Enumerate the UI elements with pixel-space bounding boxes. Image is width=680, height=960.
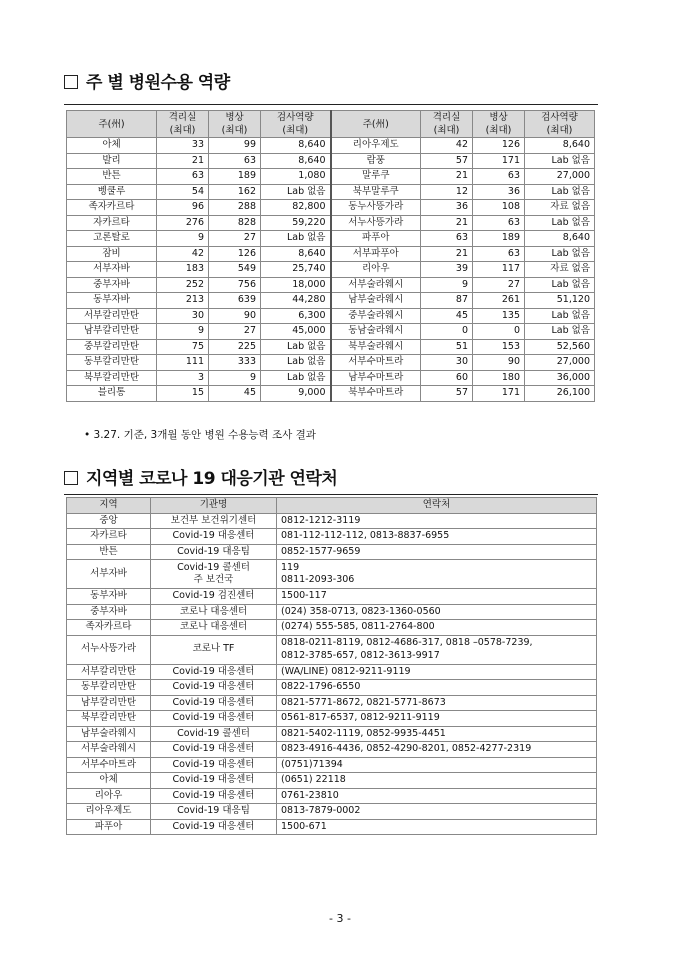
value-cell: Lab 없음 — [525, 308, 595, 324]
value-cell: Lab 없음 — [525, 324, 595, 340]
value-cell: 90 — [209, 308, 261, 324]
value-cell: 126 — [209, 246, 261, 262]
table-row — [67, 184, 595, 200]
table-row — [67, 804, 597, 820]
table-row — [67, 544, 597, 560]
contact-cell: 0761-23810 — [277, 788, 597, 804]
value-cell: 21 — [157, 153, 209, 169]
value-cell: 153 — [473, 339, 525, 355]
table-row — [67, 153, 595, 169]
value-cell: 15 — [157, 386, 209, 402]
province-cell: 남부수마트라 — [331, 370, 421, 386]
value-cell: 21 — [421, 215, 473, 231]
page-number: - 3 - — [329, 912, 351, 925]
value-cell: 63 — [473, 169, 525, 185]
section1-rule — [64, 104, 598, 105]
province-cell: 서부수마트라 — [331, 355, 421, 371]
region-cell: 리아우제도 — [67, 804, 151, 820]
contact-cell: 119 0811-2093-306 — [277, 560, 597, 589]
province-cell: 벵쿨루 — [67, 184, 157, 200]
province-cell: 중부술라웨시 — [331, 308, 421, 324]
table-row — [67, 262, 595, 278]
contact-cell: (0751)71394 — [277, 757, 597, 773]
value-cell: 42 — [421, 138, 473, 154]
value-cell: 33 — [157, 138, 209, 154]
value-cell: 333 — [209, 355, 261, 371]
value-cell: Lab 없음 — [525, 184, 595, 200]
column-header: 검사역량 (최대) — [261, 111, 331, 138]
value-cell: 171 — [473, 153, 525, 169]
contact-cell: (WA/LINE) 0812-9211-9119 — [277, 664, 597, 680]
table-row — [67, 560, 597, 589]
table-row — [67, 277, 595, 293]
value-cell: 111 — [157, 355, 209, 371]
value-cell: 36,000 — [525, 370, 595, 386]
table-row — [67, 324, 595, 340]
value-cell: 3 — [157, 370, 209, 386]
agency-cell: Covid-19 대응센터 — [151, 711, 277, 727]
value-cell: 213 — [157, 293, 209, 309]
value-cell: 27 — [209, 231, 261, 247]
value-cell: 57 — [421, 153, 473, 169]
section1-title: 주 별 병원수용 역량 — [86, 73, 230, 93]
contact-cell: (024) 358-0713, 0823-1360-0560 — [277, 604, 597, 620]
column-header: 격리실 (최대) — [421, 111, 473, 138]
value-cell: 0 — [421, 324, 473, 340]
province-cell: 서누사뜽가라 — [331, 215, 421, 231]
agency-cell: Covid-19 대응센터 — [151, 680, 277, 696]
region-cell: 북부칼리만탄 — [67, 711, 151, 727]
table-row — [67, 355, 595, 371]
value-cell: 183 — [157, 262, 209, 278]
province-cell: 리아우제도 — [331, 138, 421, 154]
province-cell: 북부수마트라 — [331, 386, 421, 402]
contact-cell: 0822-1796-6550 — [277, 680, 597, 696]
province-cell: 동남술라웨시 — [331, 324, 421, 340]
value-cell: 9 — [157, 324, 209, 340]
value-cell: 60 — [421, 370, 473, 386]
value-cell: 57 — [421, 386, 473, 402]
value-cell: Lab 없음 — [525, 215, 595, 231]
value-cell: 27 — [473, 277, 525, 293]
table-row — [67, 246, 595, 262]
value-cell: 21 — [421, 169, 473, 185]
contact-cell: 0852-1577-9659 — [277, 544, 597, 560]
table-row — [67, 215, 595, 231]
table-row — [67, 339, 595, 355]
value-cell: 45 — [421, 308, 473, 324]
contact-cell: 081-112-112-112, 0813-8837-6955 — [277, 529, 597, 545]
agency-cell: 보건부 보건위기센터 — [151, 513, 277, 529]
column-header: 연락처 — [277, 498, 597, 514]
value-cell: 225 — [209, 339, 261, 355]
province-cell: 람풍 — [331, 153, 421, 169]
value-cell: 52,560 — [525, 339, 595, 355]
value-cell: 44,280 — [261, 293, 331, 309]
value-cell: 63 — [473, 215, 525, 231]
value-cell: 51,120 — [525, 293, 595, 309]
agency-cell: Covid-19 대응센터 — [151, 819, 277, 835]
province-cell: 북부말루쿠 — [331, 184, 421, 200]
province-cell: 아체 — [67, 138, 157, 154]
contact-cell: 0821-5402-1119, 0852-9935-4451 — [277, 726, 597, 742]
province-cell: 족자카르타 — [67, 200, 157, 216]
table-row — [67, 169, 595, 185]
value-cell: 27 — [209, 324, 261, 340]
region-cell: 족자카르타 — [67, 620, 151, 636]
value-cell: 189 — [473, 231, 525, 247]
region-cell: 서부술라웨시 — [67, 742, 151, 758]
value-cell: 18,000 — [261, 277, 331, 293]
region-cell: 반튼 — [67, 544, 151, 560]
province-cell: 서부자바 — [67, 262, 157, 278]
column-header: 격리실 (최대) — [157, 111, 209, 138]
section1-heading — [64, 68, 230, 93]
agency-cell: 코로나 대응센터 — [151, 604, 277, 620]
column-header: 검사역량 (최대) — [525, 111, 595, 138]
value-cell: 87 — [421, 293, 473, 309]
value-cell: 9 — [421, 277, 473, 293]
agency-cell: Covid-19 대응팀 — [151, 544, 277, 560]
region-cell: 리아우 — [67, 788, 151, 804]
region-cell: 서부칼리만탄 — [67, 664, 151, 680]
value-cell: 27,000 — [525, 355, 595, 371]
agency-cell: Covid-19 대응센터 — [151, 742, 277, 758]
region-cell: 남부술라웨시 — [67, 726, 151, 742]
value-cell: 82,800 — [261, 200, 331, 216]
table-row — [67, 293, 595, 309]
value-cell: 9,000 — [261, 386, 331, 402]
value-cell: 8,640 — [261, 246, 331, 262]
value-cell: 9 — [209, 370, 261, 386]
table-row — [67, 711, 597, 727]
value-cell: 8,640 — [525, 138, 595, 154]
value-cell: 189 — [209, 169, 261, 185]
contact-cell: (0274) 555-585, 0811-2764-800 — [277, 620, 597, 636]
table-row — [67, 757, 597, 773]
province-cell: 자카르타 — [67, 215, 157, 231]
contact-cell: 1500-671 — [277, 819, 597, 835]
value-cell: Lab 없음 — [525, 153, 595, 169]
value-cell: 30 — [157, 308, 209, 324]
table-row — [67, 370, 595, 386]
contact-cell: 0818-0211-8119, 0812-4686-317, 0818 –0578-7239, 0812-3785-657, 0812-3613-9917 — [277, 635, 597, 664]
value-cell: 63 — [209, 153, 261, 169]
value-cell: 549 — [209, 262, 261, 278]
table-row — [67, 635, 597, 664]
table-row — [67, 513, 597, 529]
province-cell: 남부칼리만탄 — [67, 324, 157, 340]
table-row — [67, 138, 595, 154]
region-cell: 파푸아 — [67, 819, 151, 835]
region-cell: 서부수마트라 — [67, 757, 151, 773]
province-cell: 남부술라웨시 — [331, 293, 421, 309]
table-row — [67, 726, 597, 742]
value-cell: 108 — [473, 200, 525, 216]
region-cell: 동부자바 — [67, 589, 151, 605]
value-cell: 96 — [157, 200, 209, 216]
agency-cell: Covid-19 콜센터 — [151, 726, 277, 742]
region-cell: 서부자바 — [67, 560, 151, 589]
value-cell: 288 — [209, 200, 261, 216]
province-cell: 중부자바 — [67, 277, 157, 293]
value-cell: 63 — [473, 246, 525, 262]
agency-cell: Covid-19 대응센터 — [151, 664, 277, 680]
value-cell: Lab 없음 — [525, 277, 595, 293]
table-row — [67, 664, 597, 680]
column-header: 병상 (최대) — [473, 111, 525, 138]
contact-cell: 0813-7879-0002 — [277, 804, 597, 820]
value-cell: 828 — [209, 215, 261, 231]
value-cell: 75 — [157, 339, 209, 355]
value-cell: 276 — [157, 215, 209, 231]
value-cell: 126 — [473, 138, 525, 154]
region-cell: 남부칼리만탄 — [67, 695, 151, 711]
agency-cell: Covid-19 대응센터 — [151, 757, 277, 773]
agency-cell: Covid-19 대응센터 — [151, 529, 277, 545]
province-cell: 리아우 — [331, 262, 421, 278]
value-cell: 36 — [473, 184, 525, 200]
value-cell: 45,000 — [261, 324, 331, 340]
value-cell: 0 — [473, 324, 525, 340]
value-cell: 27,000 — [525, 169, 595, 185]
value-cell: 1,080 — [261, 169, 331, 185]
province-cell: 말루쿠 — [331, 169, 421, 185]
column-header: 기관명 — [151, 498, 277, 514]
value-cell: 51 — [421, 339, 473, 355]
value-cell: Lab 없음 — [261, 339, 331, 355]
value-cell: 180 — [473, 370, 525, 386]
agency-cell: 코로나 대응센터 — [151, 620, 277, 636]
agency-cell: Covid-19 검진센터 — [151, 589, 277, 605]
value-cell: 30 — [421, 355, 473, 371]
section2-heading — [64, 464, 337, 489]
province-cell: 북부술라웨시 — [331, 339, 421, 355]
region-cell: 중부자바 — [67, 604, 151, 620]
value-cell: 8,640 — [261, 138, 331, 154]
value-cell: 12 — [421, 184, 473, 200]
region-cell: 동부칼리만탄 — [67, 680, 151, 696]
value-cell: 6,300 — [261, 308, 331, 324]
province-cell: 잠비 — [67, 246, 157, 262]
agency-cell: 코로나 TF — [151, 635, 277, 664]
column-header: 주(州) — [67, 111, 157, 138]
province-cell: 블리통 — [67, 386, 157, 402]
value-cell: 8,640 — [261, 153, 331, 169]
checkbox-square-icon — [64, 75, 78, 89]
table-row — [67, 680, 597, 696]
value-cell: Lab 없음 — [261, 355, 331, 371]
value-cell: 21 — [421, 246, 473, 262]
table-header-row — [67, 111, 595, 138]
section2-title: 지역별 코로나 19 대응기관 연락처 — [86, 469, 338, 489]
value-cell: 8,640 — [525, 231, 595, 247]
province-cell: 고론탈로 — [67, 231, 157, 247]
hospital-capacity-table — [66, 110, 595, 402]
table-row — [67, 742, 597, 758]
value-cell: 54 — [157, 184, 209, 200]
contact-table — [66, 497, 597, 835]
value-cell: Lab 없음 — [525, 246, 595, 262]
agency-cell: Covid-19 대응센터 — [151, 695, 277, 711]
province-cell: 서부칼리만탄 — [67, 308, 157, 324]
table-row — [67, 529, 597, 545]
province-cell: 파푸아 — [331, 231, 421, 247]
table-row — [67, 200, 595, 216]
column-header: 병상 (최대) — [209, 111, 261, 138]
value-cell: 25,740 — [261, 262, 331, 278]
section2-rule — [64, 494, 598, 495]
value-cell: 42 — [157, 246, 209, 262]
table-row — [67, 773, 597, 789]
table-row — [67, 620, 597, 636]
province-cell: 북부칼리만탄 — [67, 370, 157, 386]
contact-cell: 0561-817-6537, 0812-9211-9119 — [277, 711, 597, 727]
province-cell: 동부자바 — [67, 293, 157, 309]
contact-cell: 0823-4916-4436, 0852-4290-8201, 0852-4277-2319 — [277, 742, 597, 758]
province-cell: 서부파푸아 — [331, 246, 421, 262]
value-cell: 135 — [473, 308, 525, 324]
value-cell: 자료 없음 — [525, 262, 595, 278]
value-cell: Lab 없음 — [261, 370, 331, 386]
value-cell: 63 — [421, 231, 473, 247]
table-header-row — [67, 498, 597, 514]
column-header: 주(州) — [331, 111, 421, 138]
value-cell: 99 — [209, 138, 261, 154]
value-cell: Lab 없음 — [261, 231, 331, 247]
agency-cell: Covid-19 대응센터 — [151, 773, 277, 789]
region-cell: 아체 — [67, 773, 151, 789]
contact-cell: 0821-5771-8672, 0821-5771-8673 — [277, 695, 597, 711]
table-row — [67, 819, 597, 835]
region-cell: 중앙 — [67, 513, 151, 529]
province-cell: 서부술라웨시 — [331, 277, 421, 293]
value-cell: 261 — [473, 293, 525, 309]
region-cell: 서누사뜽가라 — [67, 635, 151, 664]
table-row — [67, 589, 597, 605]
value-cell: Lab 없음 — [261, 184, 331, 200]
survey-note: • 3.27. 기준, 3개월 동안 병원 수용능력 조사 결과 — [84, 429, 316, 441]
province-cell: 동부칼리만탄 — [67, 355, 157, 371]
value-cell: 117 — [473, 262, 525, 278]
value-cell: 59,220 — [261, 215, 331, 231]
contact-cell: (0651) 22118 — [277, 773, 597, 789]
value-cell: 90 — [473, 355, 525, 371]
value-cell: 63 — [157, 169, 209, 185]
value-cell: 39 — [421, 262, 473, 278]
checkbox-square-icon — [64, 471, 78, 485]
value-cell: 36 — [421, 200, 473, 216]
value-cell: 45 — [209, 386, 261, 402]
value-cell: 639 — [209, 293, 261, 309]
contact-cell: 0812-1212-3119 — [277, 513, 597, 529]
value-cell: 9 — [157, 231, 209, 247]
table-row — [67, 308, 595, 324]
province-cell: 동누사뜽가라 — [331, 200, 421, 216]
agency-cell: Covid-19 대응팀 — [151, 804, 277, 820]
value-cell: 252 — [157, 277, 209, 293]
province-cell: 중부칼리만탄 — [67, 339, 157, 355]
table-row — [67, 386, 595, 402]
column-header: 지역 — [67, 498, 151, 514]
agency-cell: Covid-19 콜센터 주 보건국 — [151, 560, 277, 589]
value-cell: 26,100 — [525, 386, 595, 402]
province-cell: 반튼 — [67, 169, 157, 185]
value-cell: 756 — [209, 277, 261, 293]
contact-cell: 1500-117 — [277, 589, 597, 605]
table-row — [67, 695, 597, 711]
table-row — [67, 604, 597, 620]
value-cell: 자료 없음 — [525, 200, 595, 216]
table-row — [67, 231, 595, 247]
value-cell: 171 — [473, 386, 525, 402]
agency-cell: Covid-19 대응센터 — [151, 788, 277, 804]
table-row — [67, 788, 597, 804]
region-cell: 자카르타 — [67, 529, 151, 545]
province-cell: 발리 — [67, 153, 157, 169]
value-cell: 162 — [209, 184, 261, 200]
